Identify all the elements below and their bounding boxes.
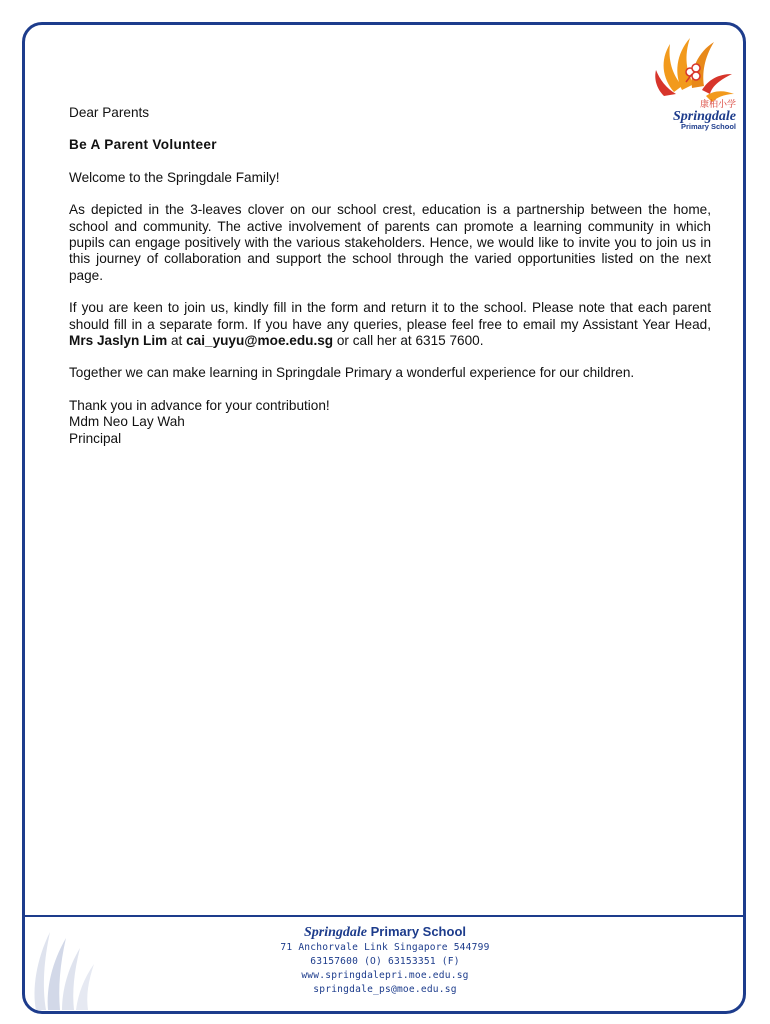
footer-school-name: [185, 924, 585, 941]
logo-subtitle: Primary School: [680, 122, 736, 131]
letter-title: Be A Parent Volunteer: [69, 137, 217, 153]
salutation: Dear Parents: [69, 105, 150, 120]
footer-school-rest: Primary School: [367, 924, 466, 939]
paragraph-join-at: at: [167, 333, 187, 349]
letter-body: [69, 105, 711, 447]
paragraph-join: [69, 300, 711, 349]
paragraph-join-text: If you are keen to join us, kindly fill in the form and return it to the school. Please note that each parent should fill in a separate form. If you have any queries, please feel free to email my Assistant Year Head,: [69, 300, 711, 332]
footer-divider: [25, 915, 743, 917]
footer: [185, 924, 585, 997]
paragraph-partnership: As depicted in the 3-leaves clover on our school crest, education is a partnership between the home, school and community. The active involvement of parents can promote a learning community in which pupils can engage positively with the various stakeholders. Hence, we would like to invite you to join us in this journey of collaboration and support the school through the varied opportunities listed on the next page.: [69, 202, 711, 283]
signatory-title: Principal: [69, 430, 122, 446]
footer-address: 71 Anchorvale Link Singapore 544799: [280, 942, 490, 953]
signatory-name: Mdm Neo Lay Wah: [69, 414, 185, 430]
footer-website[interactable]: www.springdalepri.moe.edu.sg: [301, 970, 469, 981]
thanks-line: Thank you in advance for your contribution!: [69, 397, 330, 413]
paragraph-together: Together we can make learning in Springdale Primary a wonderful experience for our children.: [69, 365, 635, 381]
contact-email[interactable]: cai_yuyu@moe.edu.sg: [186, 333, 334, 349]
paragraph-join-end: or call her at 6315 7600.: [333, 333, 484, 349]
footer-phone: 63157600 (O) 63153351 (F): [310, 956, 460, 967]
footer-school-script: Springdale: [304, 925, 368, 940]
logo-chinese-name: 康柏小学: [699, 100, 736, 110]
footer-email[interactable]: springdale_ps@moe.edu.sg: [313, 984, 457, 995]
logo-school-name: Springdale: [672, 109, 736, 124]
footer-leaves-icon: [28, 920, 98, 1010]
contact-name: Mrs Jaslyn Lim: [69, 333, 168, 349]
welcome-line: Welcome to the Springdale Family!: [69, 169, 280, 185]
clover-icon: [686, 64, 700, 82]
